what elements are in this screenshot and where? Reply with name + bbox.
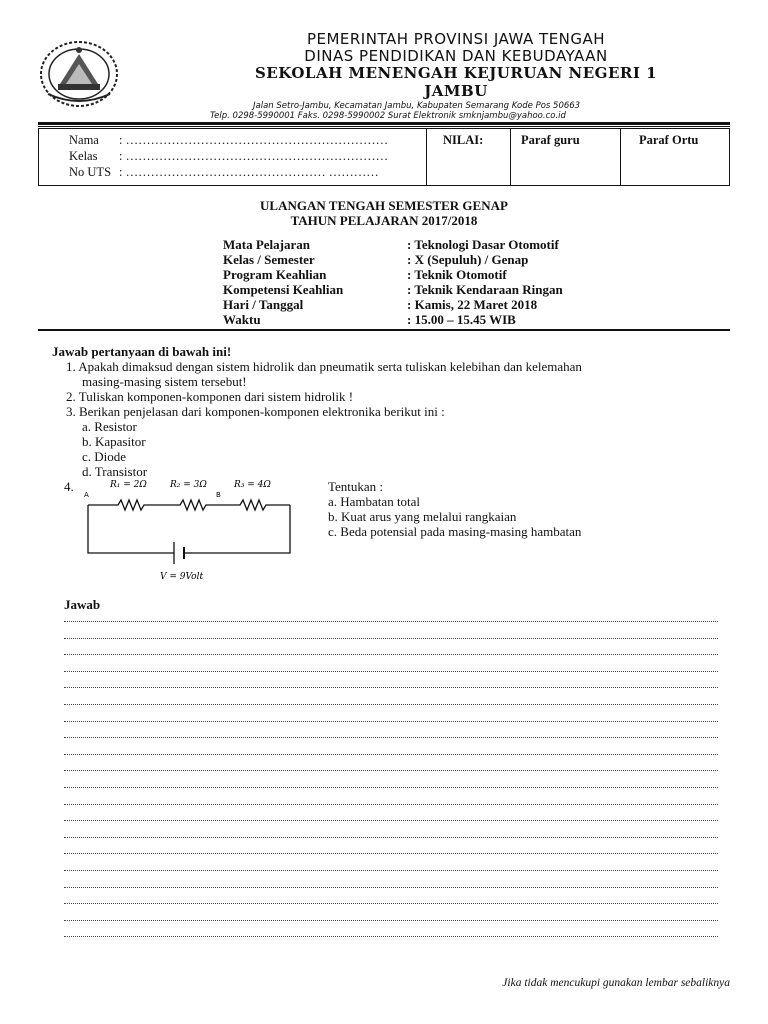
no-uts-field[interactable]: : ………………………………………… …………: [119, 165, 379, 179]
answer-line[interactable]: [64, 754, 718, 755]
answer-line[interactable]: [64, 687, 718, 688]
answer-line[interactable]: [64, 804, 718, 805]
voltage-label: V = 9Volt: [160, 572, 204, 582]
answer-line[interactable]: [64, 704, 718, 705]
r1-label: R₁ = 2Ω: [110, 480, 147, 490]
question-3-item: d. Transistor: [82, 464, 148, 479]
question-3: 3. Berikan penjelasan dari komponen-komponen elektronika berikut ini :: [66, 404, 445, 419]
kelas-field[interactable]: : ………………………………………………………: [119, 149, 389, 163]
header-divider-thin: [38, 126, 730, 127]
question-4-item: a. Hambatan total: [328, 494, 421, 509]
question-4-item: c. Beda potensial pada masing-masing hambatan: [328, 524, 582, 539]
header-school-city: JAMBU: [424, 82, 488, 100]
answer-line[interactable]: [64, 903, 718, 904]
info-value: : X (Sepuluh) / Genap: [407, 252, 529, 267]
answer-line[interactable]: [64, 654, 718, 655]
resistor-r2: [176, 500, 236, 510]
identity-box: [38, 128, 730, 186]
header-contact: Telp. 0298-5990001 Faks. 0298-5990002 Surat Elektronik smknjambu@yahoo.co.id: [210, 111, 566, 121]
kelas-label: Kelas: [69, 149, 98, 163]
answer-line[interactable]: [64, 721, 718, 722]
answer-line[interactable]: [64, 936, 718, 937]
nilai-cell[interactable]: [426, 129, 511, 185]
question-3-item: a. Resistor: [82, 419, 137, 434]
info-value: : Teknologi Dasar Otomotif: [407, 237, 559, 252]
header-divider: [38, 122, 730, 125]
info-label: Waktu: [223, 312, 261, 327]
header-school: SEKOLAH MENENGAH KEJURUAN NEGERI 1: [254, 64, 658, 82]
resistor-r3: [236, 500, 290, 510]
node-b-label: B: [216, 491, 221, 499]
nama-label: Nama: [69, 133, 99, 147]
question-2: 2. Tuliskan komponen-komponen dari sistem hidrolik !: [66, 389, 354, 404]
question-3-item: c. Diode: [82, 449, 127, 464]
question-1-cont: masing-masing sistem tersebut!: [82, 374, 247, 389]
answer-line[interactable]: [64, 870, 718, 871]
info-label: Program Keahlian: [223, 267, 327, 282]
resistor-r1: [88, 500, 176, 510]
instruction: Jawab pertanyaan di bawah ini!: [52, 344, 232, 359]
question-1: 1. Apakah dimaksud dengan sistem hidrolik dan pneumatik serta tuliskan kelebihan dan kelemahan: [66, 359, 582, 374]
exam-year: TAHUN PELAJARAN 2017/2018: [290, 213, 478, 228]
header-line1: PEMERINTAH PROVINSI JAWA TENGAH: [306, 30, 606, 48]
answer-line[interactable]: [64, 837, 718, 838]
question-3-item: b. Kapasitor: [82, 434, 146, 449]
answer-line[interactable]: [64, 853, 718, 854]
nilai-label: NILAI:: [443, 133, 484, 147]
question-4-item: b. Kuat arus yang melalui rangkaian: [328, 509, 517, 524]
answer-line[interactable]: [64, 920, 718, 921]
no-uts-label: No UTS: [69, 165, 112, 179]
info-label: Kelas / Semester: [223, 252, 315, 267]
answer-label: Jawab: [64, 597, 101, 612]
answer-line[interactable]: [64, 737, 718, 738]
circuit-wire: [192, 505, 290, 553]
r2-label: R₂ = 3Ω: [170, 480, 207, 490]
info-value: : 15.00 – 15.45 WIB: [407, 312, 516, 327]
answer-line[interactable]: [64, 621, 718, 622]
footer-note: Jika tidak mencukupi gunakan lembar sebaliknya: [502, 977, 730, 989]
answer-line[interactable]: [64, 887, 718, 888]
answer-line[interactable]: [64, 787, 718, 788]
question-4-number: 4.: [64, 479, 74, 494]
info-value: : Kamis, 22 Maret 2018: [407, 297, 538, 312]
info-value: : Teknik Kendaraan Ringan: [407, 282, 563, 297]
info-label: Hari / Tanggal: [223, 297, 304, 312]
circuit-wire: [88, 505, 174, 553]
nama-field[interactable]: : ………………………………………………………: [119, 133, 389, 147]
answer-line[interactable]: [64, 638, 718, 639]
paraf-ortu-cell[interactable]: [620, 129, 730, 185]
info-label: Mata Pelajaran: [223, 237, 311, 252]
paraf-ortu-label: Paraf Ortu: [639, 133, 699, 147]
info-value: : Teknik Otomotif: [407, 267, 507, 282]
header-line2: DINAS PENDIDIKAN DAN KEBUDAYAAN: [304, 47, 608, 65]
circuit-diagram: [80, 478, 310, 586]
paraf-guru-cell[interactable]: [510, 129, 621, 185]
answer-line[interactable]: [64, 770, 718, 771]
answer-line[interactable]: [64, 671, 718, 672]
info-label: Kompetensi Keahlian: [223, 282, 344, 297]
node-a-label: A: [84, 491, 89, 499]
r3-label: R₃ = 4Ω: [234, 480, 271, 490]
header-address: Jalan Setro-Jambu, Kecamatan Jambu, Kabupaten Semarang Kode Pos 50663: [253, 101, 581, 111]
question-4-title: Tentukan :: [328, 479, 384, 494]
provincial-logo: [38, 38, 120, 110]
paraf-guru-label: Paraf guru: [521, 133, 580, 147]
exam-title: ULANGAN TENGAH SEMESTER GENAP: [260, 198, 508, 213]
info-divider: [38, 329, 730, 331]
answer-line[interactable]: [64, 820, 718, 821]
